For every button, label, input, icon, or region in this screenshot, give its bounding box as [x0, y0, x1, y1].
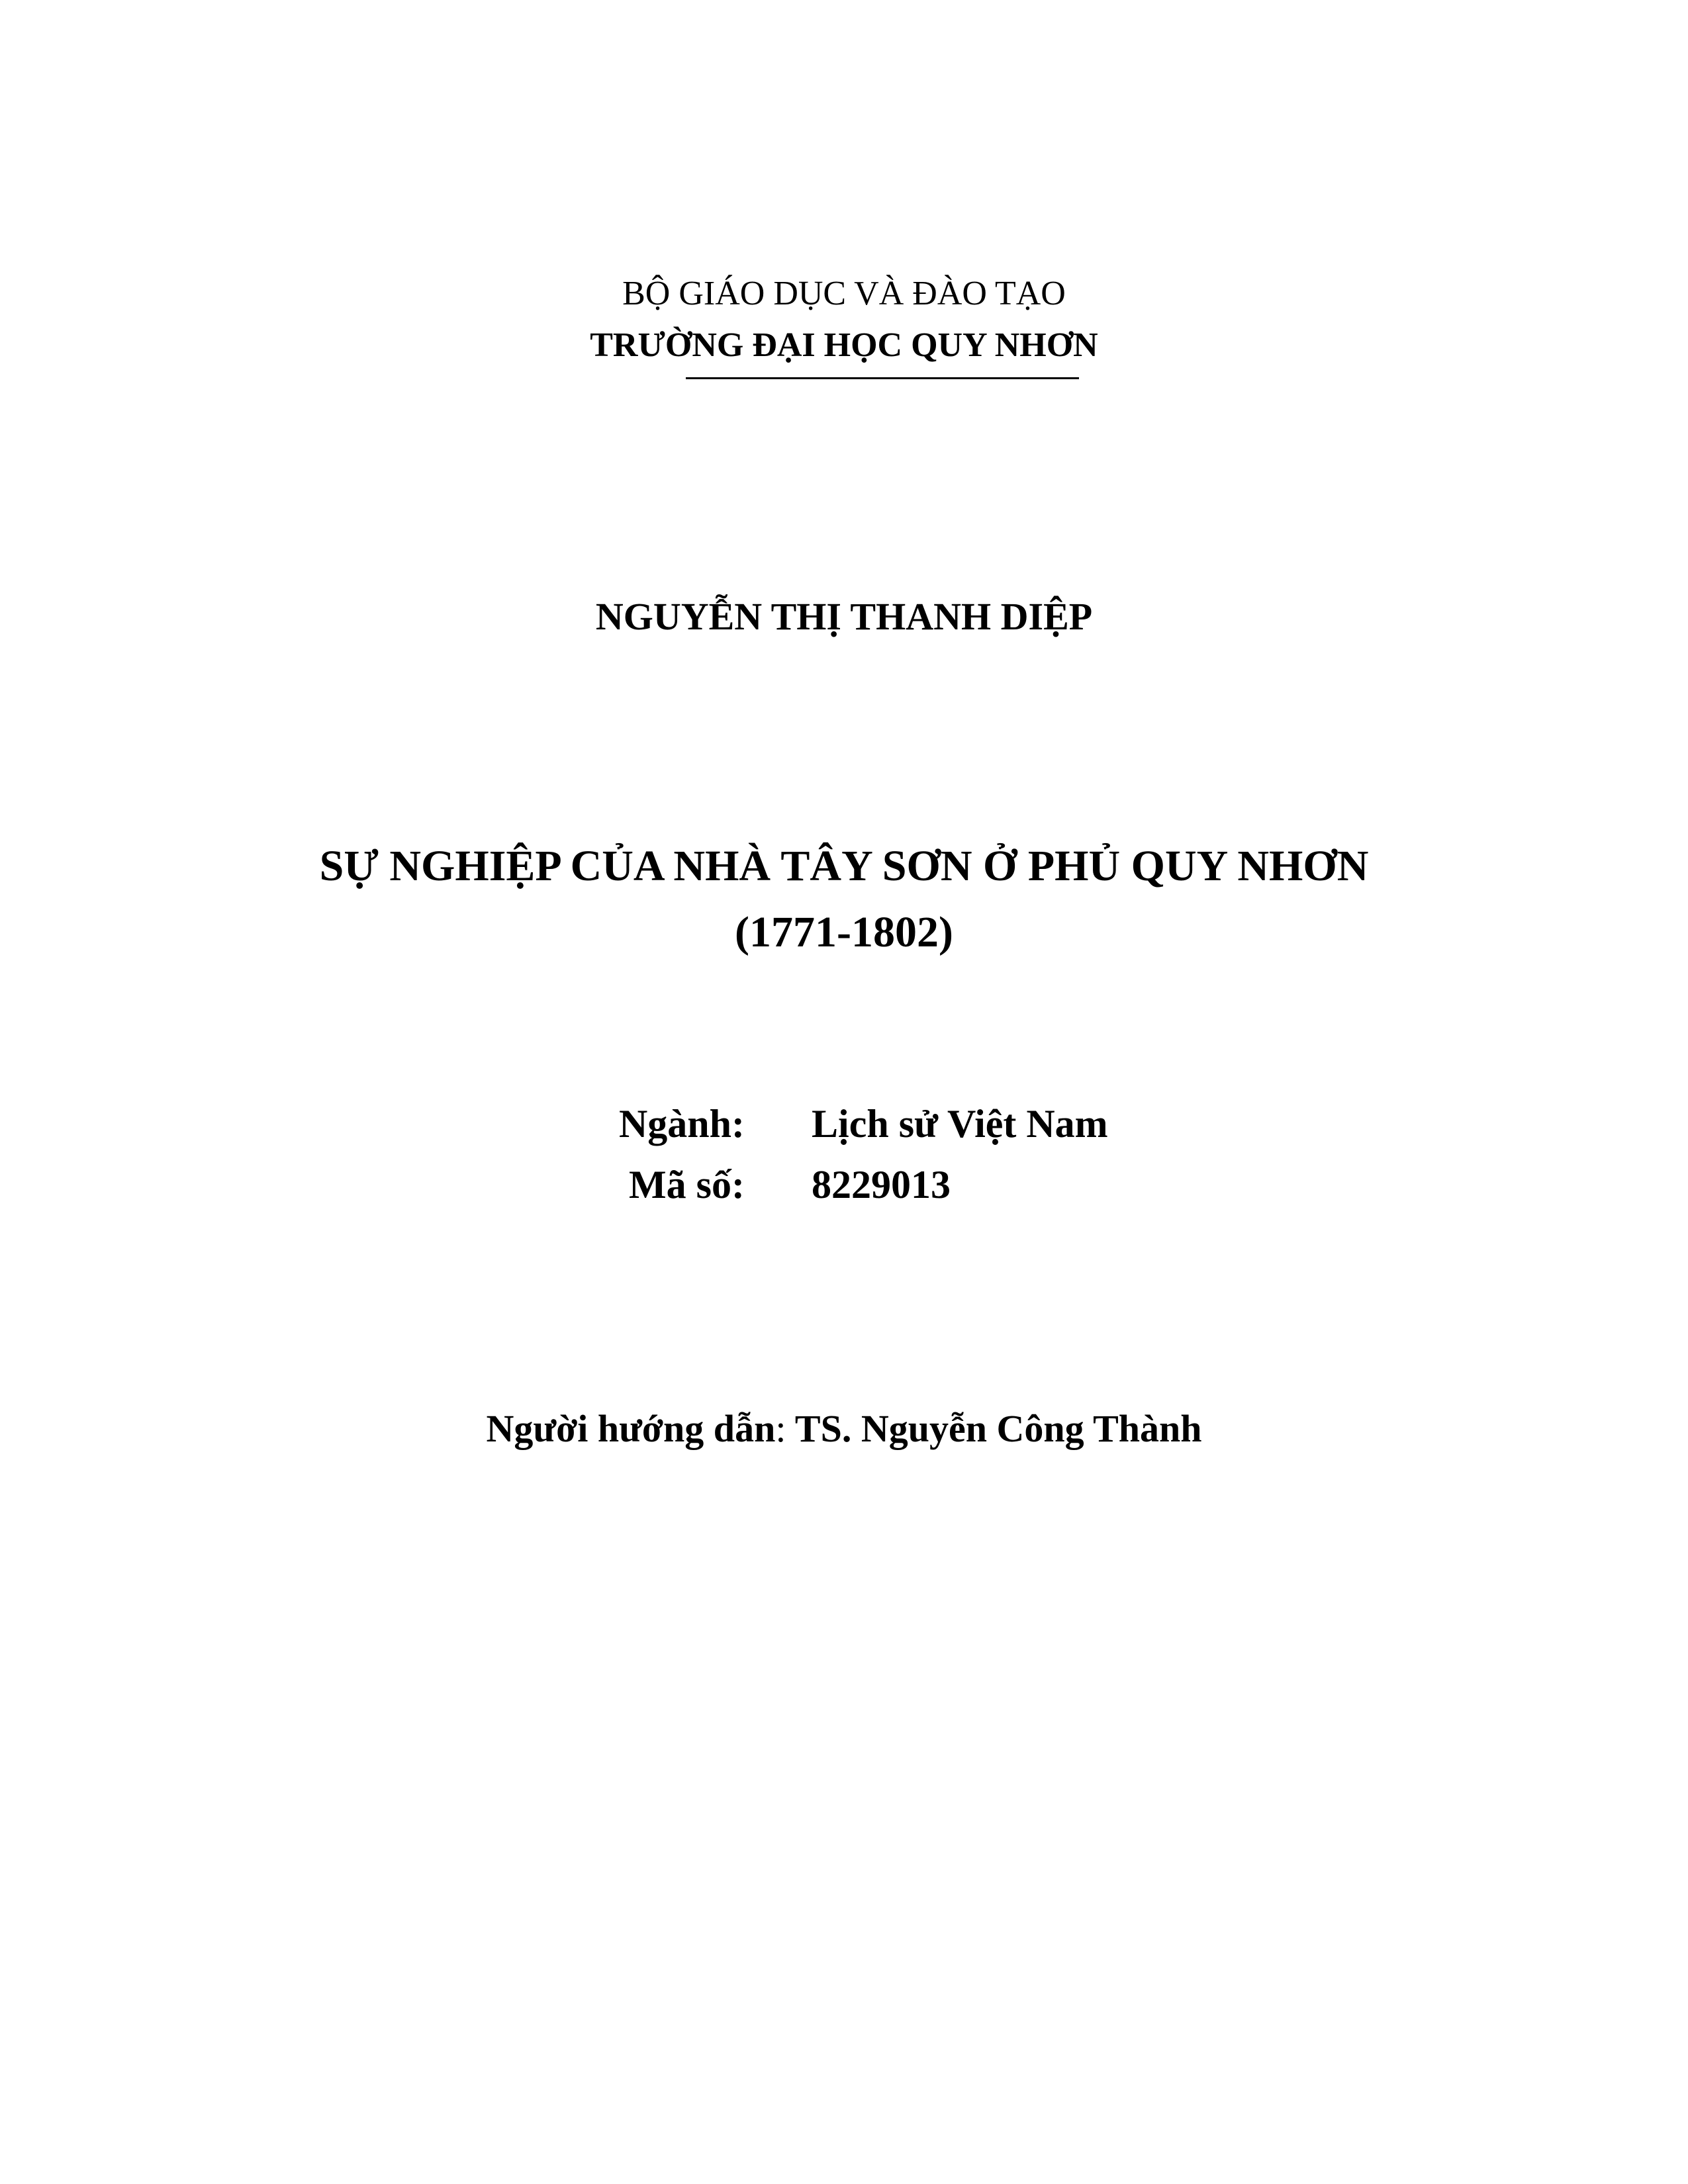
thesis-title-line-2: (1771-1802): [735, 908, 953, 956]
code-row: [0, 1165, 1688, 1211]
supervisor-separator: :: [775, 1407, 786, 1450]
supervisor-name: TS. Nguyễn Công Thành: [786, 1407, 1202, 1450]
major-label: Ngành:: [618, 1102, 745, 1146]
header-underline: [686, 377, 1079, 379]
major-value: Lịch sử Việt Nam: [812, 1102, 1108, 1146]
author-name: NGUYỄN THỊ THANH DIỆP: [595, 595, 1093, 638]
supervisor-line: [0, 1407, 1688, 1450]
ministry-name: BỘ GIÁO DỤC VÀ ĐÀO TẠO: [622, 275, 1066, 312]
code-label: Mã số:: [629, 1163, 745, 1206]
code-value: 8229013: [812, 1163, 951, 1206]
supervisor-label: Người hướng dẫn: [486, 1407, 776, 1450]
university-name: TRƯỜNG ĐẠI HỌC QUY NHƠN: [590, 326, 1098, 364]
major-row: [0, 1104, 1688, 1150]
thesis-title-line-1: SỰ NGHIỆP CỦA NHÀ TÂY SƠN Ở PHỦ QUY NHƠN: [319, 842, 1369, 890]
